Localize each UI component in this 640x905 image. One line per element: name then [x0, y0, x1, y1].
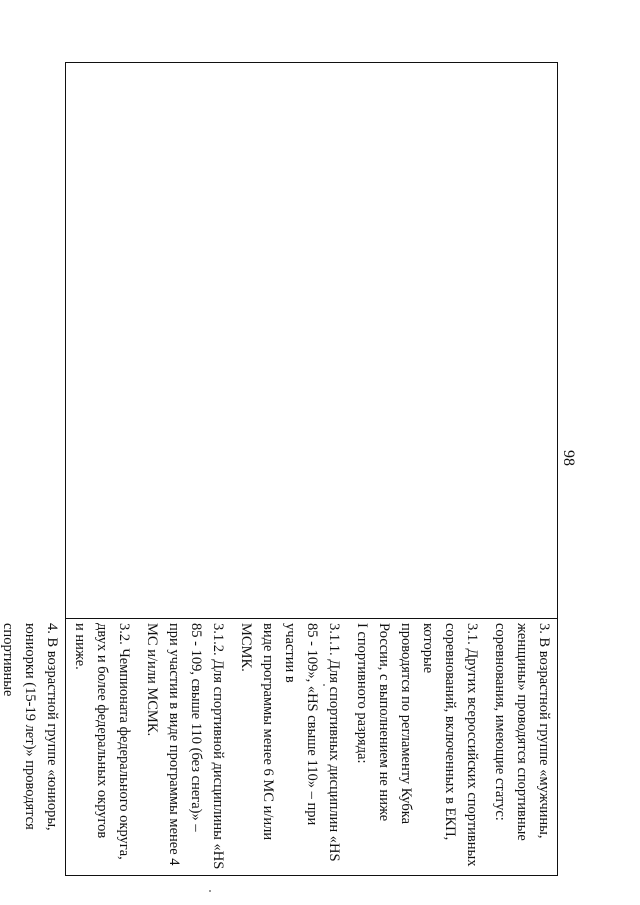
entry-line: I спортивного разряда: [354, 623, 370, 764]
entry-line: 3. В возрастной группе «мужчины, женщины» проводятся спортивные [514, 623, 552, 841]
entry-line: виде программы менее 6 МС и/или МСМК. [238, 623, 276, 841]
scan-speck [323, 684, 325, 686]
column-divider [66, 618, 557, 619]
entry-line: проводятся по регламенту Кубка России, с выполнением не ниже [376, 623, 414, 825]
entry-line: 3.1.2. Для спортивной дисциплины «HS 85 - 109, свыше 110 (без снега)» – [188, 623, 226, 870]
entry-line: при участии в виде программы менее 4 МС и/или МСМК. [144, 623, 182, 866]
table-content-column [0, 623, 557, 871]
entry-3-2 [69, 623, 135, 871]
entry-3-1 [351, 623, 483, 871]
rotated-content [0, 33, 580, 883]
scan-speck [209, 890, 211, 892]
entry-line: 3.1.1. Для спортивных дисциплин «HS 85 - 109», «HS свыше 110» – при участии в [282, 623, 342, 862]
entry-line: 3.2. Чемпионата федерального округа, двух и более федеральных округов [94, 623, 132, 860]
entry-line: 4. В возрастной группе «юниоры, юниорки (15-19 лет)» проводятся спортивные [0, 623, 60, 831]
entry-line: и ниже. [72, 623, 88, 670]
entry-line: соревнования, имеющие статус: [492, 623, 508, 821]
table [0, 62, 558, 876]
page-number: 98 [560, 450, 577, 466]
entry-4 [0, 623, 63, 871]
entry-line: 3.1. Других всероссийских спортивных соревнований, включенных в ЕКП, которые [420, 623, 480, 867]
entry-3-1-1 [235, 623, 345, 871]
entry-3 [489, 623, 555, 871]
entry-3-1-2 [141, 623, 229, 871]
